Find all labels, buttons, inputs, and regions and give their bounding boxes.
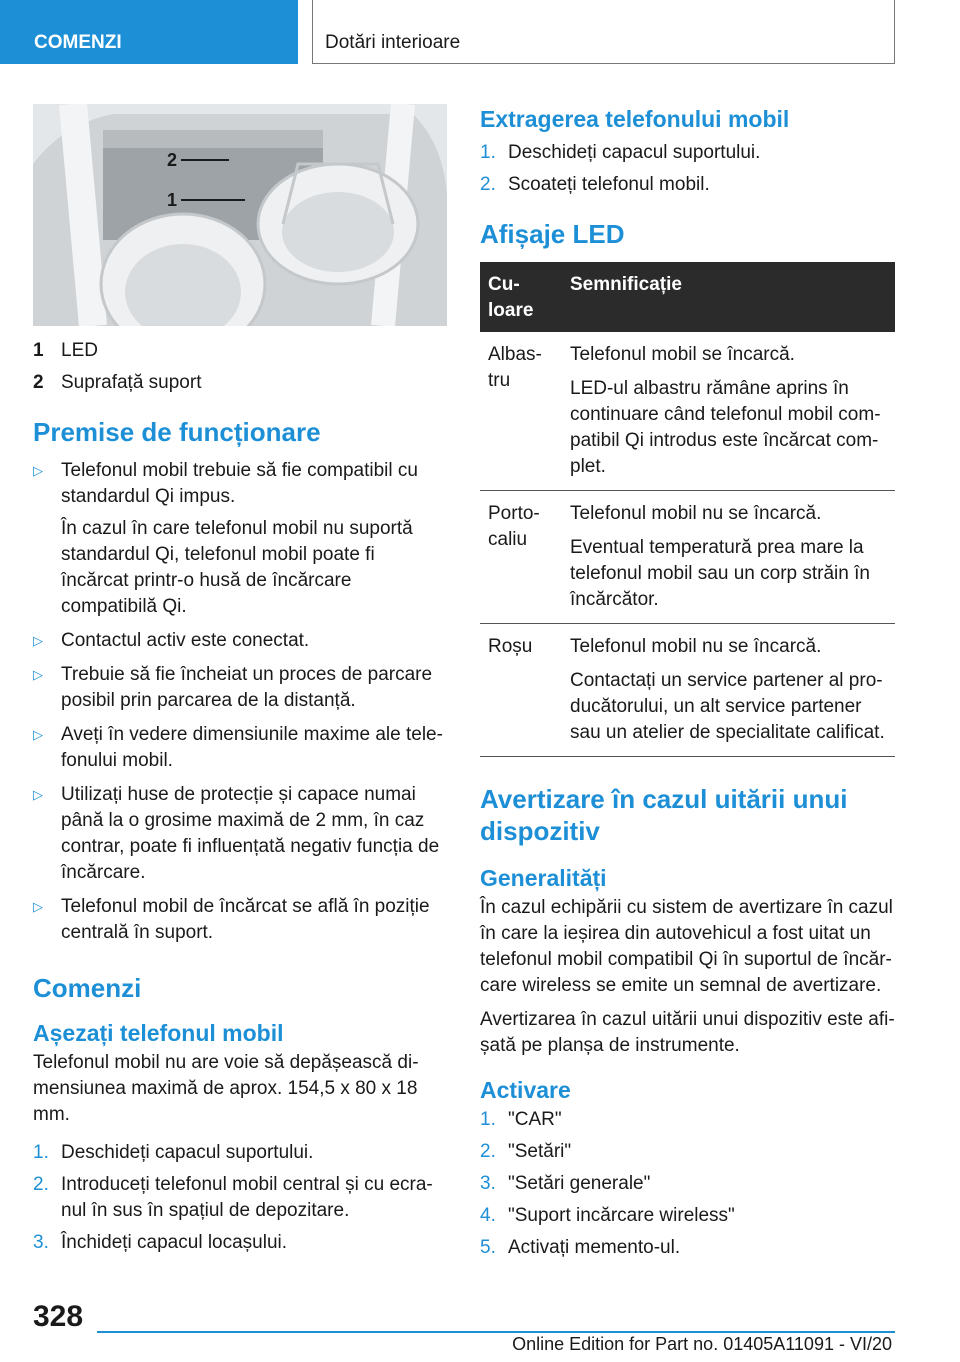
- led-meaning-cell: [562, 624, 895, 757]
- step-text: Închideți capacul locașului.: [61, 1232, 288, 1253]
- column-header-meaning: Semnificație: [562, 262, 895, 332]
- remove-steps: [480, 140, 895, 198]
- table-row: [480, 491, 895, 624]
- triangle-bullet-icon: ▷: [33, 463, 43, 478]
- table-header-row: [480, 262, 895, 332]
- led-meaning-cell: [562, 491, 895, 624]
- activation-heading: Activare: [480, 1077, 571, 1103]
- step-number: 4.: [480, 1205, 496, 1226]
- section-tab: COMENZI: [0, 0, 298, 64]
- led-color-cell: Portocaliu: [480, 491, 562, 624]
- right-column: [480, 104, 895, 1267]
- column-header-color: Culoare: [480, 262, 562, 332]
- size-limit-text: Telefonul mobil nu are voie să depășească dimensiunea maximă de aprox. 154,5 x 80 x 18 mm.: [33, 1052, 419, 1125]
- step-item: [480, 1203, 895, 1229]
- list-item: [33, 628, 447, 654]
- step-item: [480, 172, 895, 198]
- comenzi-heading: Comenzi: [33, 973, 142, 1003]
- step-item: [480, 1139, 895, 1165]
- legend-item: [33, 338, 447, 370]
- step-text: Activați memento-ul.: [508, 1237, 681, 1258]
- step-item: [480, 1107, 895, 1133]
- step-text: "Suport incărcare wireless": [508, 1205, 735, 1226]
- page-number: 328: [33, 1300, 84, 1333]
- left-column: [33, 104, 447, 1262]
- chapter-title: Dotări interioare: [312, 0, 895, 64]
- legend-label: Suprafață suport: [61, 372, 202, 393]
- activation-steps: [480, 1107, 895, 1261]
- place-phone-heading: Așezați telefonul mobil: [33, 1020, 284, 1046]
- remove-phone-heading: Extragerea telefonului mobil: [480, 106, 790, 132]
- step-item: [33, 1172, 447, 1224]
- general-text-2: Avertizarea în cazul uitării unui dispozitiv este afișată pe planșa de instrumente.: [480, 1009, 895, 1056]
- step-number: 3.: [33, 1232, 49, 1253]
- step-item: [480, 140, 895, 166]
- list-item: [33, 894, 447, 946]
- list-item: [33, 722, 447, 774]
- step-number: 2.: [480, 1141, 496, 1162]
- bullet-text: Trebuie să fie încheiat un proces de parcare posibil prin parcarea de la distanță.: [61, 664, 433, 711]
- meaning-detail: Contactați un service partener al producătorului, un alt service partener sau un atelier de specialitate calificat.: [570, 670, 885, 743]
- legend-label: LED: [61, 340, 98, 361]
- callout-2: 2: [167, 150, 178, 170]
- step-text: Deschideți capacul suportului.: [508, 142, 761, 163]
- general-heading: Generalități: [480, 865, 607, 891]
- list-item: [33, 662, 447, 714]
- meaning-main: Telefonul mobil se încarcă.: [570, 344, 795, 365]
- callout-1: 1: [167, 190, 178, 210]
- step-item: [33, 1140, 447, 1166]
- legend-number: 2: [33, 372, 44, 393]
- led-table: [480, 262, 895, 757]
- led-heading: Afișaje LED: [480, 219, 625, 249]
- step-text: Deschideți capacul suportului.: [61, 1142, 314, 1163]
- general-text-1: În cazul echipării cu sistem de avertizare în cazul în care la ieșirea din autovehicul a fost uitat un telefonul mobil compatibil Qi în suportul de încărcare wireless se emite un semnal de avertizare.: [480, 897, 893, 996]
- triangle-bullet-icon: ▷: [33, 899, 43, 914]
- led-color-cell: Roșu: [480, 624, 562, 757]
- led-color-cell: Albastru: [480, 332, 562, 491]
- step-text: "CAR": [508, 1109, 562, 1130]
- step-item: [33, 1230, 447, 1256]
- figure-legend: [33, 338, 447, 402]
- place-steps: [33, 1140, 447, 1256]
- step-number: 1.: [33, 1142, 49, 1163]
- meaning-main: Telefonul mobil nu se încarcă.: [570, 636, 822, 657]
- legend-item: [33, 370, 447, 402]
- step-number: 5.: [480, 1237, 496, 1258]
- bullet-text: Aveți în vedere dimensiunile maxime ale telefonului mobil.: [61, 724, 443, 771]
- premise-list: [33, 458, 447, 946]
- step-item: [480, 1235, 895, 1261]
- edition-text: Online Edition for Part no. 01405A11091 - VI/20: [512, 1334, 892, 1354]
- list-item: [33, 782, 447, 886]
- step-text: Introduceți telefonul mobil central și cu ecranul în sus în spațiul de depozitare.: [61, 1174, 433, 1221]
- bullet-text: Telefonul mobil trebuie să fie compatibil cu standardul Qi impus.: [61, 460, 418, 507]
- table-row: [480, 624, 895, 757]
- triangle-bullet-icon: ▷: [33, 787, 43, 802]
- list-item: [33, 458, 447, 620]
- meaning-main: Telefonul mobil nu se încarcă.: [570, 503, 822, 524]
- step-number: 1.: [480, 142, 496, 163]
- step-number: 3.: [480, 1173, 496, 1194]
- console-illustration: [33, 104, 447, 326]
- step-number: 1.: [480, 1109, 496, 1130]
- table-row: [480, 332, 895, 491]
- triangle-bullet-icon: ▷: [33, 667, 43, 682]
- step-text: "Setări": [508, 1141, 572, 1162]
- forgotten-device-heading: Avertizare în cazul uitării unui dispozitiv: [480, 784, 848, 846]
- bullet-text: Telefonul mobil de încărcat se află în poziție centrală în suport.: [61, 896, 430, 943]
- premise-heading: Premise de funcționare: [33, 417, 321, 447]
- meaning-detail: Eventual temperatură prea mare la telefonul mobil sau un corp străin în încărcător.: [570, 537, 870, 610]
- bullet-text: Utilizați huse de protecție și capace numai până la o grosime maximă de 2 mm, în caz contrar, poate fi influențată negativ funcția de încărcare.: [61, 784, 440, 883]
- step-item: [480, 1171, 895, 1197]
- wireless-charging-tray-figure: [33, 104, 447, 326]
- led-meaning-cell: [562, 332, 895, 491]
- step-text: Scoateți telefonul mobil.: [508, 174, 710, 195]
- legend-number: 1: [33, 340, 44, 361]
- bullet-note: În cazul în care telefonul mobil nu suportă standardul Qi, telefonul mobil poate fi încărcat printr-o husă de încărcare compatibilă Qi.: [61, 518, 413, 617]
- step-text: "Setări generale": [508, 1173, 651, 1194]
- meaning-detail: LED-ul albastru rămâne aprins în continuare când telefonul mobil compatibil Qi introdus este încărcat complet.: [570, 378, 881, 477]
- step-number: 2.: [33, 1174, 49, 1195]
- triangle-bullet-icon: ▷: [33, 727, 43, 742]
- step-number: 2.: [480, 174, 496, 195]
- triangle-bullet-icon: ▷: [33, 633, 43, 648]
- bullet-text: Contactul activ este conectat.: [61, 630, 310, 651]
